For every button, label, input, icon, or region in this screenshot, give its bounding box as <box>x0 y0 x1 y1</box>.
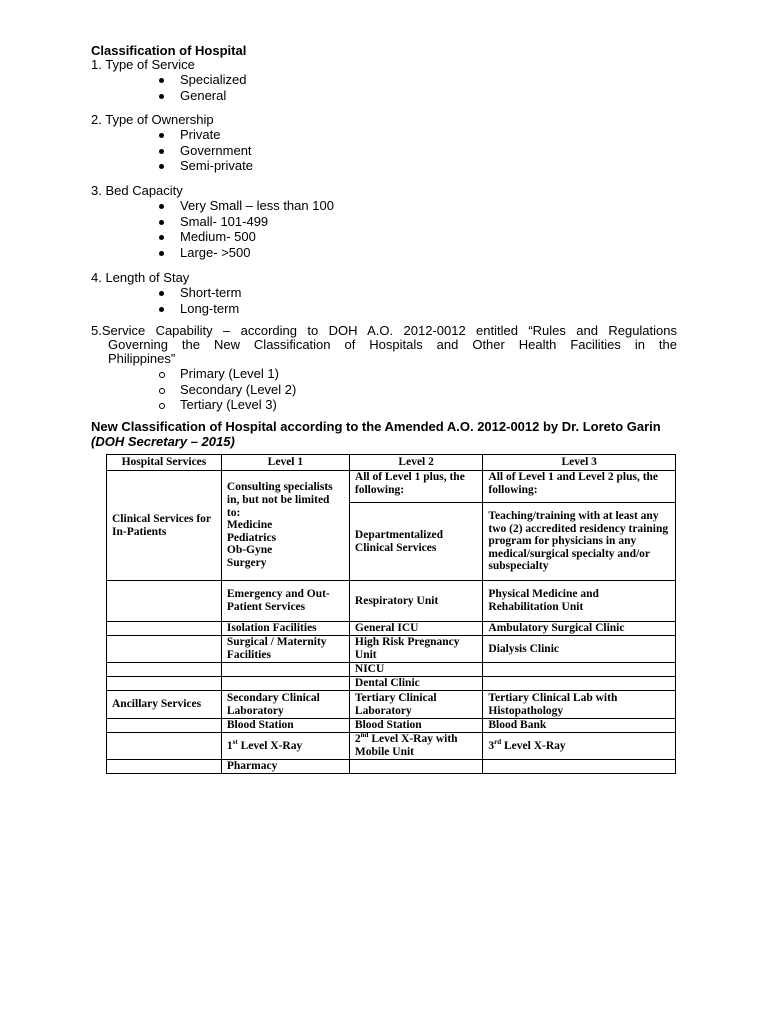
section-heading: 1. Type of Service <box>91 57 195 72</box>
table-cell: Clinical Services for In-Patients <box>107 471 222 581</box>
table-cell: Blood Station <box>221 719 349 733</box>
caption-italic: (DOH Secretary – 2015) <box>91 434 235 449</box>
bullet-icon <box>159 307 164 312</box>
table-cell: Dental Clinic <box>349 677 482 691</box>
table-cell <box>483 733 676 760</box>
table-row <box>107 733 676 760</box>
section-heading: 4. Length of Stay <box>91 270 190 285</box>
table-cell: Blood Bank <box>483 719 676 733</box>
list-item-text: Specialized <box>180 72 247 87</box>
list-item-text: Secondary (Level 2) <box>180 381 297 397</box>
table-cell: Isolation Facilities <box>221 622 349 636</box>
xray-level-number: 2 <box>354 733 361 746</box>
table-cell: Ambulatory Surgical Clinic <box>483 622 676 636</box>
table-cell: Teaching/training with at least any two (2) accredited residency training program for physicians in any medical/surgical specialty and/or subspecialty <box>483 503 676 581</box>
table-cell: Tertiary Clinical Laboratory <box>349 691 482 719</box>
list-item-text: Very Small – less than 100 <box>180 198 334 213</box>
list-item <box>91 158 253 174</box>
table-cell: Ancillary Services <box>107 691 222 719</box>
bullet-list <box>91 127 253 174</box>
table-cell: All of Level 1 plus, the following: <box>349 471 482 503</box>
table-row <box>107 691 676 719</box>
table-row <box>107 663 676 677</box>
table-cell <box>107 677 222 691</box>
section-heading: 2. Type of Ownership <box>91 112 214 127</box>
section-service-capability <box>91 324 677 413</box>
table-cell <box>483 663 676 677</box>
header-cell: Level 1 <box>221 455 349 471</box>
cell-text: Medicine <box>226 519 273 532</box>
table-cell <box>483 760 676 774</box>
table-cell: Surgical / Maternity Facilities <box>221 636 349 663</box>
service-capability-line: Governing the New Classification of Hospitals and Other Health Facilities in the <box>108 337 677 352</box>
service-capability-line: Philippines” <box>108 351 176 366</box>
list-item <box>91 127 253 143</box>
list-item <box>91 214 334 230</box>
bullet-icon <box>159 235 164 240</box>
section-type-of-service <box>91 57 247 103</box>
cell-text: Consulting specialists in, but not be limited to: <box>226 481 333 519</box>
list-item-text: Tertiary (Level 3) <box>180 397 277 412</box>
circle-bullet-icon <box>159 372 165 378</box>
document-title: Classification of Hospital <box>91 43 247 58</box>
list-item-text: Government <box>180 142 252 158</box>
list-item <box>91 229 334 245</box>
table-cell: Dialysis Clinic <box>483 636 676 663</box>
table-cell: Physical Medicine and Rehabilitation Unit <box>483 581 676 622</box>
table-cell: NICU <box>349 663 482 677</box>
bullet-list <box>91 72 247 103</box>
ordinal-suffix: nd <box>360 731 369 740</box>
bullet-list <box>91 198 334 260</box>
bullet-icon <box>159 149 164 154</box>
list-item-text: Large- >500 <box>180 244 251 260</box>
bullet-list <box>91 285 241 316</box>
ordinal-suffix: st <box>232 737 238 746</box>
table-cell: Emergency and Out-Patient Services <box>221 581 349 622</box>
header-cell: Hospital Services <box>107 455 222 471</box>
hospital-classification-table <box>106 454 676 774</box>
caption-text: New Classification of Hospital according to the Amended A.O. 2012-0012 by Dr. Loreto Garin <box>91 419 661 434</box>
bullet-icon <box>159 133 164 138</box>
table-cell <box>221 677 349 691</box>
list-item-text: Private <box>180 127 221 142</box>
list-item <box>91 88 247 104</box>
table-cell <box>107 622 222 636</box>
table-caption <box>91 419 681 449</box>
bullet-icon <box>159 164 164 169</box>
xray-text: Level X-Ray <box>237 739 303 752</box>
list-item-text: General <box>180 87 227 103</box>
table-cell <box>483 677 676 691</box>
table-cell <box>107 636 222 663</box>
table-row <box>107 581 676 622</box>
cell-text: Pediatrics <box>226 531 277 544</box>
xray-text: Level X-Ray with Mobile Unit <box>354 733 458 758</box>
header-cell: Level 3 <box>483 455 676 471</box>
bullet-icon <box>159 251 164 256</box>
section-bed-capacity <box>91 183 334 260</box>
bullet-icon <box>159 204 164 209</box>
service-capability-line: 5.Service Capability – according to DOH A.O. 2012-0012 entitled “Rules and Regulations <box>91 323 677 338</box>
list-item <box>91 143 253 159</box>
xray-level-number: 1 <box>226 739 233 752</box>
circle-list <box>91 366 677 413</box>
table-row <box>107 677 676 691</box>
table-cell <box>221 663 349 677</box>
list-item-text: Small- 101-499 <box>180 213 269 229</box>
list-item-text: Medium- 500 <box>180 229 256 244</box>
list-item <box>91 198 334 214</box>
table-cell <box>349 733 482 760</box>
bullet-icon <box>159 94 164 99</box>
table-row <box>107 622 676 636</box>
table-cell: General ICU <box>349 622 482 636</box>
list-item <box>91 72 247 88</box>
table-cell <box>221 733 349 760</box>
table-cell <box>349 760 482 774</box>
list-item <box>91 301 241 317</box>
circle-bullet-icon <box>159 403 165 409</box>
table-cell: Tertiary Clinical Lab with Histopathology <box>483 691 676 719</box>
table-row <box>107 471 676 503</box>
list-item <box>91 285 241 301</box>
table-cell <box>221 471 349 581</box>
bullet-icon <box>159 291 164 296</box>
xray-text: Level X-Ray <box>501 739 566 752</box>
table-cell <box>107 663 222 677</box>
table-cell <box>107 760 222 774</box>
list-item <box>91 382 677 398</box>
circle-bullet-icon <box>159 388 165 394</box>
table-cell: Secondary Clinical Laboratory <box>221 691 349 719</box>
header-cell: Level 2 <box>349 455 482 471</box>
section-length-of-stay <box>91 270 241 316</box>
table-cell: Blood Station <box>349 719 482 733</box>
bullet-icon <box>159 78 164 83</box>
table-cell: Departmentalized Clinical Services <box>349 503 482 581</box>
table-header-row <box>107 455 676 471</box>
xray-level-number: 3 <box>488 739 495 752</box>
list-item <box>91 245 334 261</box>
list-item-text: Short-term <box>180 285 242 300</box>
table-cell: High Risk Pregnancy Unit <box>349 636 482 663</box>
cell-text: Ob-Gyne <box>226 544 273 557</box>
table-cell <box>107 719 222 733</box>
table-row <box>107 760 676 774</box>
list-item-text: Long-term <box>180 300 240 316</box>
table-cell: Respiratory Unit <box>349 581 482 622</box>
list-item-text: Primary (Level 1) <box>180 366 279 381</box>
section-heading: 3. Bed Capacity <box>91 183 183 198</box>
table-cell: Pharmacy <box>221 760 349 774</box>
cell-text: Surgery <box>226 556 267 569</box>
table-cell <box>107 733 222 760</box>
list-item <box>91 397 677 413</box>
table-cell <box>107 581 222 622</box>
table-row <box>107 636 676 663</box>
list-item <box>91 366 677 382</box>
table-cell: All of Level 1 and Level 2 plus, the following: <box>483 471 676 503</box>
ordinal-suffix: rd <box>494 737 502 746</box>
table-row <box>107 719 676 733</box>
list-item-text: Semi-private <box>180 158 253 173</box>
bullet-icon <box>159 220 164 225</box>
section-type-of-ownership <box>91 112 253 174</box>
